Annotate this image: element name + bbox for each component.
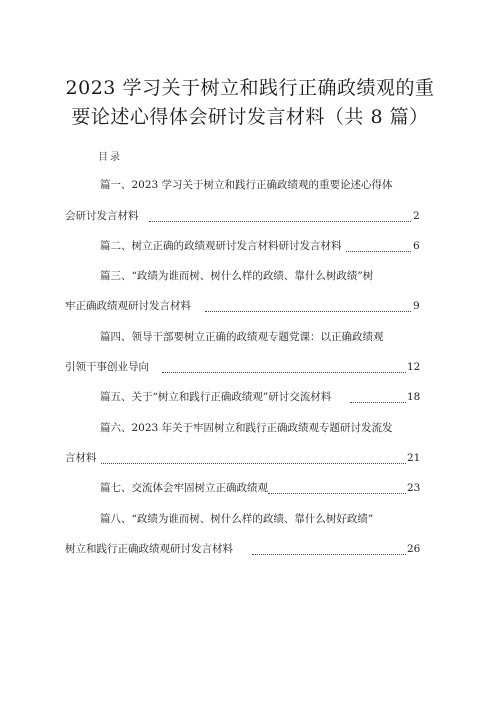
document-title-line-1: 2023 学习关于树立和践行正确政绩观的重 — [65, 77, 435, 99]
toc-entry-5-line-1[interactable] — [0, 390, 500, 404]
toc-entry-4-line-2[interactable] — [0, 360, 500, 374]
toc-entry-2-page: 6 — [413, 240, 420, 252]
toc-entry-4-title-cont: 引领干事创业导向 — [65, 361, 149, 373]
toc-entry-1-page: 2 — [413, 210, 420, 222]
toc-leader — [101, 462, 406, 464]
toc-entry-1-title-cont: 会研讨发言材料 — [65, 210, 139, 222]
toc-leader — [252, 553, 406, 555]
toc-entry-6-line-1[interactable] — [0, 421, 500, 435]
toc-entry-5-title: 篇五、关于“树立和践行正确政绩观”研讨交流材料 — [100, 391, 332, 403]
toc-entry-3-page: 9 — [413, 300, 420, 312]
toc-entry-8-page: 26 — [407, 543, 421, 555]
document-title-line-2: 要论述心得体会研讨发言材料（共 8 篇） — [71, 106, 429, 128]
toc-entry-8-line-1[interactable] — [0, 512, 500, 526]
toc-entry-1-title: 篇一、2023 学习关于树立和践行正确政绩观的重要论述心得体 — [100, 179, 393, 191]
toc-leader — [205, 310, 411, 312]
toc-entry-6-page: 21 — [407, 452, 421, 464]
toc-entry-2-title: 篇二、树立正确的政绩观研讨发言材料研讨发言材料 — [100, 240, 342, 252]
toc-entry-7-title: 篇七、交流体会牢固树立正确政绩观 — [100, 482, 268, 494]
toc-heading: 目录 — [98, 152, 122, 163]
toc-entry-4-title: 篇四、领导干部要树立正确的政绩观专题党课：以正确政绩观 — [100, 331, 384, 343]
toc-entry-6-title-cont: 言材料 — [65, 452, 97, 464]
toc-entry-3-line-1[interactable] — [0, 269, 500, 283]
toc-leader — [162, 371, 406, 373]
toc-entry-8-title: 篇八、“政绩为谁而树、树什么样的政绩、靠什么树好政绩” — [100, 513, 374, 525]
toc-entry-1-line-1[interactable] — [0, 178, 500, 192]
toc-entry-7-page: 23 — [407, 482, 421, 494]
toc-leader — [268, 492, 406, 494]
toc-entry-1-line-2[interactable] — [0, 209, 500, 223]
toc-entry-6-line-2[interactable] — [0, 451, 500, 465]
toc-entry-3-title: 篇三、“政绩为谁而树、树什么样的政绩、靠什么树政绩”树 — [100, 270, 374, 282]
toc-entry-4-page: 12 — [407, 361, 421, 373]
toc-leader — [149, 220, 411, 222]
toc-entry-6-title: 篇六、2023 年关于牢固树立和践行正确政绩观专题研讨发流发 — [100, 422, 393, 434]
toc-leader — [350, 401, 406, 403]
toc-entry-3-title-cont: 牢正确政绩观研讨发言材料 — [65, 300, 191, 312]
toc-entry-8-line-2[interactable] — [0, 542, 500, 556]
toc-entry-3-line-2[interactable] — [0, 299, 500, 313]
toc-leader — [346, 250, 411, 252]
toc-entry-8-title-cont: 树立和践行正确政绩观研讨发言材料 — [65, 543, 233, 555]
toc-entry-7-line-1[interactable] — [0, 481, 500, 495]
toc-entry-4-line-1[interactable] — [0, 330, 500, 344]
toc-entry-2-line-1[interactable] — [0, 239, 500, 253]
toc-entry-5-page: 18 — [407, 391, 421, 403]
